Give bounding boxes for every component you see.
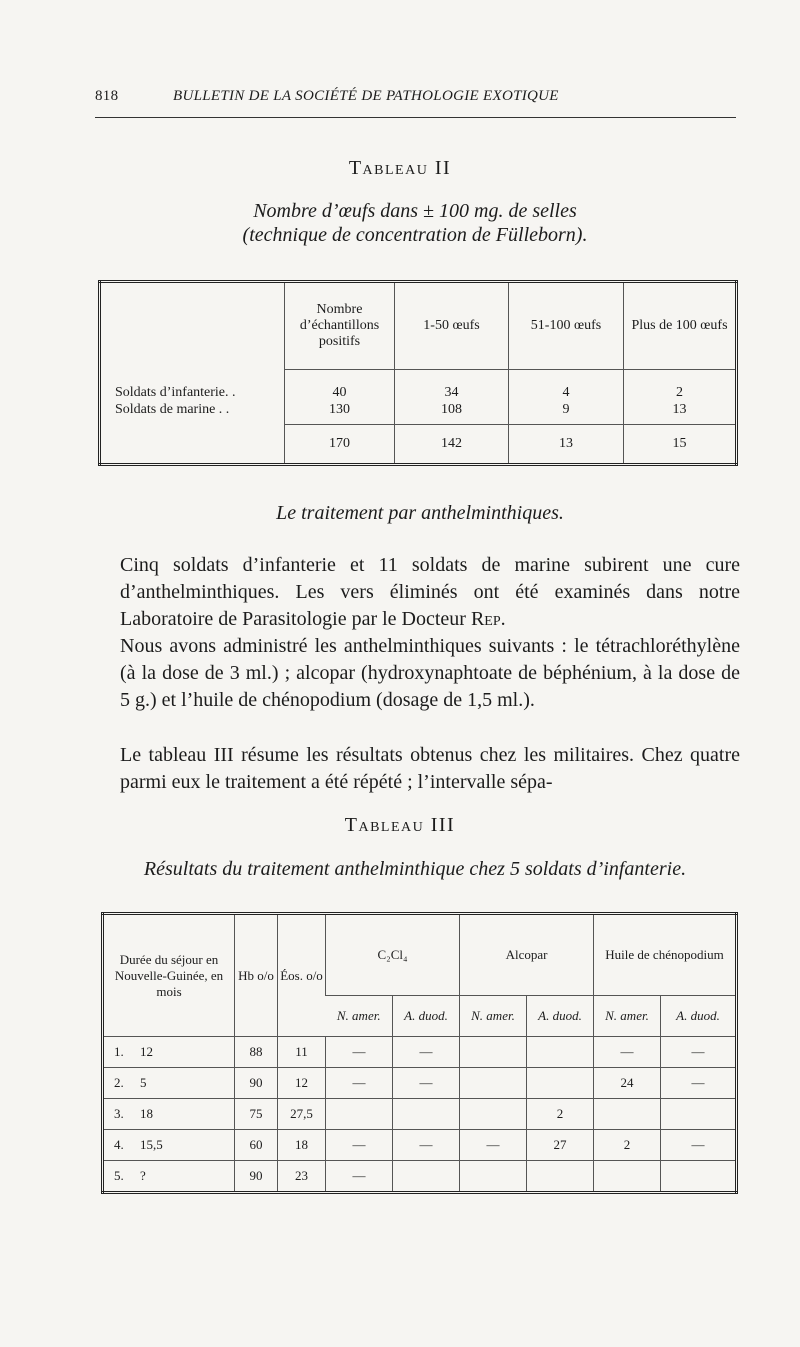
table-cell: — <box>661 1037 737 1068</box>
table-cell <box>460 1068 527 1099</box>
table-cell <box>460 1161 527 1193</box>
table-cell <box>460 1099 527 1130</box>
group-alcopar-header: Alcopar <box>460 914 594 996</box>
paragraph-1 <box>120 552 740 633</box>
total-cell: 15 <box>624 425 737 465</box>
total-cell: 142 <box>395 425 509 465</box>
table2-caption-1: Nombre d’œufs dans ± 100 mg. de selles <box>253 200 577 222</box>
hb-value: 88 <box>235 1037 278 1068</box>
row-label: Soldats d’infanterie. . <box>115 384 236 400</box>
group-huile-header: Huile de chénopodium <box>594 914 737 996</box>
table-row <box>103 1037 737 1068</box>
table-cell <box>393 1161 460 1193</box>
table-cell <box>594 1161 661 1193</box>
group-c2cl4-header: C₂Cl₄ <box>326 914 460 996</box>
sub-header: N. amer. <box>594 996 661 1037</box>
eos-value: 12 <box>278 1068 326 1099</box>
row-index: 4. <box>114 1137 124 1152</box>
table-cell <box>527 1037 594 1068</box>
stay-value: 5 <box>140 1075 147 1090</box>
table2-header-row <box>100 282 737 370</box>
eos-value: 23 <box>278 1161 326 1193</box>
table2-header-cell: Nombre d’échantillons positifs <box>285 282 395 370</box>
table-cell: 34 <box>395 370 509 403</box>
sub-header: A. duod. <box>393 996 460 1037</box>
hb-value: 60 <box>235 1130 278 1161</box>
sub-header: A. duod. <box>661 996 737 1037</box>
row-index: 3. <box>114 1106 124 1121</box>
table-cell <box>661 1099 737 1130</box>
section-title: Le traitement par anthelminthiques. <box>276 502 564 524</box>
author-name: Rep. <box>470 608 506 630</box>
stay-value: 15,5 <box>140 1137 163 1152</box>
table-cell: 130 <box>285 402 395 425</box>
col-hb-header: Hb o/o <box>235 914 278 1037</box>
table3 <box>101 912 738 1194</box>
stay-value: 12 <box>140 1044 153 1059</box>
table2-title: Tableau II <box>348 157 452 179</box>
row-index: 1. <box>114 1044 124 1059</box>
paragraph-3: Le tableau III résume les résultats obtenus chez les militaires. Chez quatre parmi eux le traitement a été répété ; l’intervalle sépa- <box>120 744 740 793</box>
eos-value: 18 <box>278 1130 326 1161</box>
hb-value: 90 <box>235 1161 278 1193</box>
table2-header-cell: 51-100 œufs <box>509 282 624 370</box>
table-cell: — <box>661 1068 737 1099</box>
table-row <box>103 1161 737 1193</box>
table-cell <box>326 1099 393 1130</box>
stay-value: ? <box>140 1168 146 1183</box>
eos-value: 27,5 <box>278 1099 326 1130</box>
total-cell: 13 <box>509 425 624 465</box>
table2 <box>98 280 738 466</box>
paragraph-2: Nous avons administré les anthelminthiques suivants : le tétrachloréthylène (à la dose de 3 ml.) ; alcopar (hydroxynaphtoate de béphénium, à la dose de 5 g.) et l’huile de chénopodium (dosage de 1,5 ml.). <box>120 635 740 711</box>
table-cell: 4 <box>509 370 624 403</box>
table-row <box>103 1130 737 1161</box>
table3-caption: Résultats du traitement anthelminthique chez 5 soldats d’infanterie. <box>143 858 687 880</box>
stay-value: 18 <box>140 1106 153 1121</box>
table-row <box>100 402 737 425</box>
col-eos-header: Éos. o/o <box>278 914 326 1037</box>
table-cell: 9 <box>509 402 624 425</box>
table-cell: 2 <box>527 1099 594 1130</box>
table-row <box>103 1068 737 1099</box>
sub-header: N. amer. <box>460 996 527 1037</box>
row-label: Soldats de marine . . <box>115 402 230 417</box>
table-cell: 2 <box>624 370 737 403</box>
col-stay-header: Durée du séjour en Nouvelle-Guinée, en mois <box>103 914 235 1037</box>
table-cell: — <box>460 1130 527 1161</box>
table-cell: 24 <box>594 1068 661 1099</box>
table-cell: — <box>594 1037 661 1068</box>
table2-header-cell: 1-50 œufs <box>395 282 509 370</box>
hb-value: 75 <box>235 1099 278 1130</box>
table2-caption-2: (technique de concentration de Fülleborn). <box>242 224 588 246</box>
table-cell <box>594 1099 661 1130</box>
page-number: 818 <box>95 88 119 104</box>
table-row <box>100 370 737 403</box>
table-cell: 27 <box>527 1130 594 1161</box>
table-cell: — <box>393 1068 460 1099</box>
table3-title: Tableau III <box>344 814 456 836</box>
row-index: 2. <box>114 1075 124 1090</box>
sub-header: A. duod. <box>527 996 594 1037</box>
table-cell: 2 <box>594 1130 661 1161</box>
table-cell <box>661 1161 737 1193</box>
row-index: 5. <box>114 1168 124 1183</box>
table-cell <box>527 1068 594 1099</box>
hb-value: 90 <box>235 1068 278 1099</box>
table2-header-cell: Plus de 100 œufs <box>624 282 737 370</box>
table-cell: — <box>326 1068 393 1099</box>
table-cell <box>460 1037 527 1068</box>
sub-header: N. amer. <box>326 996 393 1037</box>
header-rule <box>95 117 736 118</box>
table-cell: — <box>393 1037 460 1068</box>
paragraph-text: Cinq soldats d’infanterie et 11 soldats de marine subirent une cure d’anthelminthiques. Les vers éliminés ont été examinés dans notre Laboratoire de Parasitologie par le Docteur <box>120 554 740 630</box>
running-title: BULLETIN DE LA SOCIÉTÉ DE PATHOLOGIE EXOTIQUE <box>173 88 559 104</box>
table2-header-cell <box>100 282 285 370</box>
table-cell: — <box>326 1130 393 1161</box>
table-cell: — <box>661 1130 737 1161</box>
table-cell: — <box>326 1161 393 1193</box>
table-cell: 40 <box>285 370 395 403</box>
table-row <box>103 1099 737 1130</box>
table-cell <box>393 1099 460 1130</box>
table-cell: 13 <box>624 402 737 425</box>
total-cell: 170 <box>285 425 395 465</box>
table2-total-row <box>100 425 737 465</box>
table-cell <box>527 1161 594 1193</box>
table-cell: — <box>393 1130 460 1161</box>
table-cell: — <box>326 1037 393 1068</box>
eos-value: 11 <box>278 1037 326 1068</box>
table-cell: 108 <box>395 402 509 425</box>
